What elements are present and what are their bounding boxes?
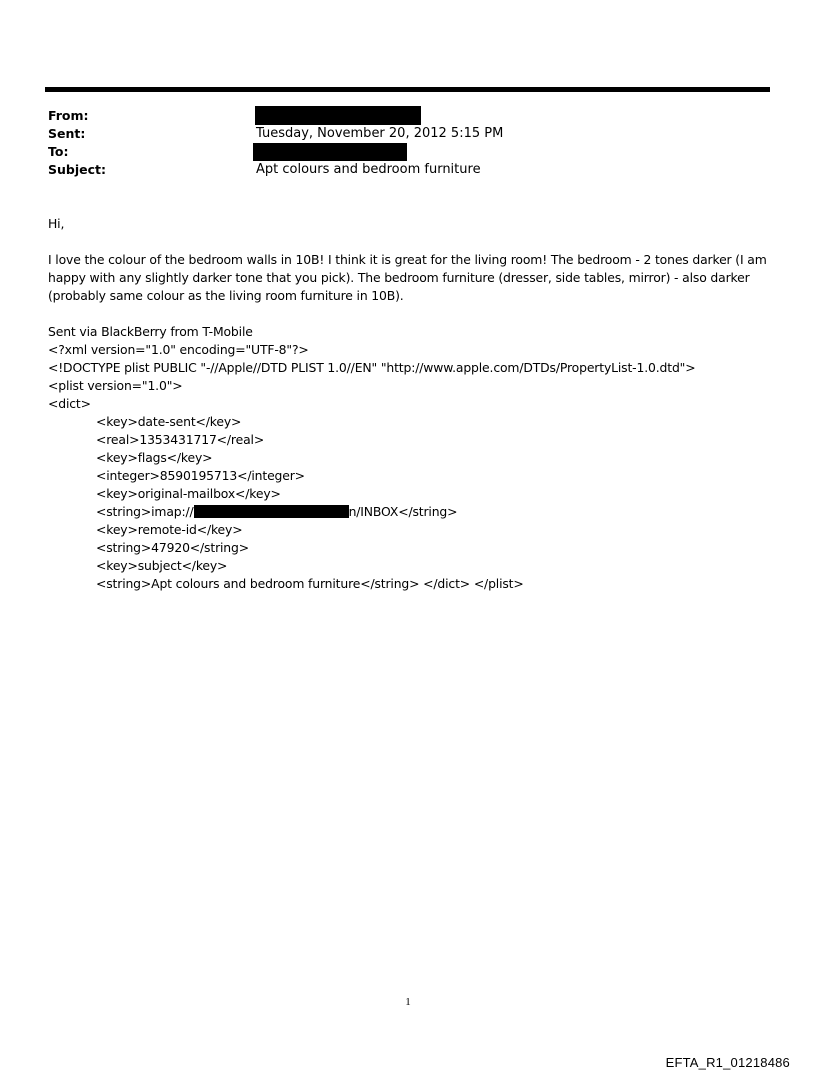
plist-line: <key>remote-id</key> xyxy=(96,522,243,537)
plist-line: <real>1353431717</real> xyxy=(96,432,265,447)
page-number: 1 xyxy=(405,996,411,1008)
sent-label: Sent: xyxy=(48,126,86,141)
to-redaction xyxy=(253,143,407,161)
body-paragraph-line-2: happy with any slightly darker tone that you pick). The bedroom furniture (dresser, side tables, mirror) - also darker xyxy=(48,270,750,285)
mailbox-redaction xyxy=(194,505,349,518)
subject-label: Subject: xyxy=(48,162,106,177)
greeting: Hi, xyxy=(48,216,65,231)
from-redaction xyxy=(255,106,421,125)
mailbox-suffix: n/INBOX</string> xyxy=(348,504,458,519)
body-paragraph-line-1: I love the colour of the bedroom walls in 10B! I think it is great for the living room! The bedroom - 2 tones darker (I am xyxy=(48,252,767,267)
document-id: EFTA_R1_01218486 xyxy=(665,1055,790,1070)
plist-line: <integer>8590195713</integer> xyxy=(96,468,305,483)
doctype-line: <!DOCTYPE plist PUBLIC "-//Apple//DTD PLIST 1.0//EN" "http://www.apple.com/DTDs/PropertyList-1.0.dtd"> xyxy=(48,360,696,375)
xml-declaration: <?xml version="1.0" encoding="UTF-8"?> xyxy=(48,342,309,357)
sent-value: Tuesday, November 20, 2012 5:15 PM xyxy=(256,126,504,141)
plist-line: <key>flags</key> xyxy=(96,450,213,465)
subject-value: Apt colours and bedroom furniture xyxy=(256,162,481,177)
to-label: To: xyxy=(48,144,69,159)
plist-line: <key>original-mailbox</key> xyxy=(96,486,281,501)
plist-line: <key>subject</key> xyxy=(96,558,228,573)
signature-line: Sent via BlackBerry from T-Mobile xyxy=(48,324,253,339)
plist-line-mailbox xyxy=(96,503,816,521)
mailbox-prefix: <string>imap:// xyxy=(96,504,194,519)
body-paragraph-line-3: (probably same colour as the living room furniture in 10B). xyxy=(48,288,404,303)
from-label: From: xyxy=(48,108,89,123)
plist-line-closing: <string>Apt colours and bedroom furniture</string> </dict> </plist> xyxy=(96,576,524,591)
plist-open-tag: <plist version="1.0"> xyxy=(48,378,183,393)
header-rule xyxy=(45,87,770,92)
plist-line: <key>date-sent</key> xyxy=(96,414,242,429)
dict-open-tag: <dict> xyxy=(48,396,91,411)
plist-line: <string>47920</string> xyxy=(96,540,249,555)
